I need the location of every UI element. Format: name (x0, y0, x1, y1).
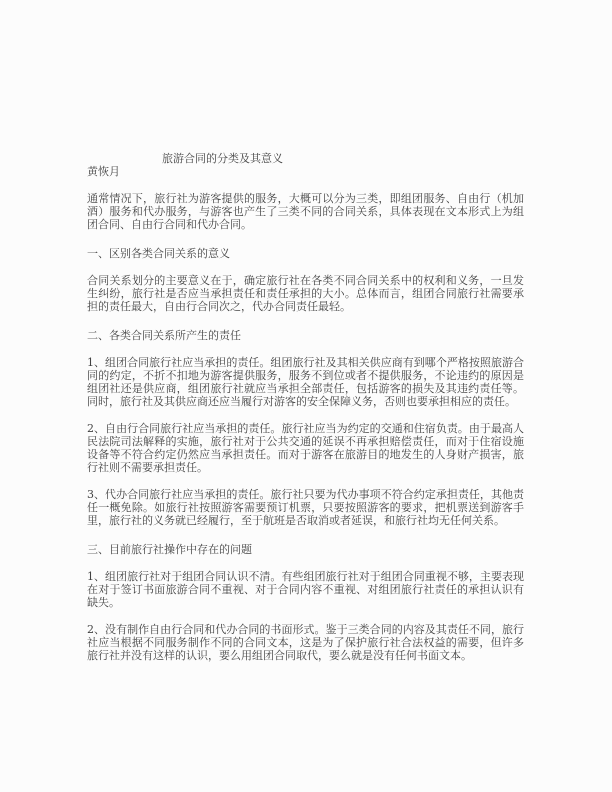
section-1-paragraph-1: 合同关系划分的主要意义在于，确定旅行社在各类不同合同关系中的权利和义务，一旦发生纠纷，旅行社是否应当承担责任和责任承担的大小。总体而言，组团合同旅行社需要承担的责任最大，自由行合同次之，代办合同责任最轻。 (87, 274, 524, 313)
intro-paragraph: 通常情况下，旅行社为游客提供的服务，大概可以分为三类，即组团服务、自由行（机加酒）服务和代办服务，与游客也产生了三类不同的合同关系，具体表现在文本形式上为组团合同、自由行合同和代办合同。 (87, 192, 524, 231)
section-2-heading: 二、各类合同关系所产生的责任 (87, 329, 241, 342)
author-name: 黄恢月 (87, 165, 120, 178)
section-2-paragraph-2: 2、自由行合同旅行社应当承担的责任。旅行社应当为约定的交通和住宿负责。由于最高人民法院司法解释的实施，旅行社对于公共交通的延误不再承担赔偿责任，而对于住宿设施设备等不符合约定仍然应当承担责任。而对于游客在旅游目的地发生的人身财产损害，旅行社则不需要承担责任。 (87, 422, 524, 474)
section-3-heading: 三、目前旅行社操作中存在的问题 (87, 543, 252, 556)
section-1-heading: 一、区别各类合同关系的意义 (87, 247, 230, 260)
section-3-paragraph-2: 2、没有制作自由行合同和代办合同的书面形式。鉴于三类合同的内容及其责任不同，旅行社应当根据不同服务制作不同的合同文本，这是为了保护旅行社合法权益的需要，但许多旅行社并没有这样的认识，要么用组团合同取代，要么就是没有任何书面文本。 (87, 623, 524, 662)
document-page (87, 152, 524, 662)
page-title: 旅游合同的分类及其意义 (162, 152, 283, 165)
section-2-paragraph-3: 3、代办合同旅行社应当承担的责任。旅行社只要为代办事项不符合约定承担责任，其他责任一概免除。如旅行社按照游客需要预订机票，只要按照游客的要求，把机票送到游客手里，旅行社的义务就已经履行，至于航班是否取消或者延误，和旅行社均无任何关系。 (87, 488, 524, 527)
section-2-paragraph-1: 1、组团合同旅行社应当承担的责任。组团旅行社及其相关供应商有到哪个严格按照旅游合同的约定，不折不扣地为游客提供服务，服务不到位或者不提供服务，不论违约的原因是组团社还是供应商，组团旅行社就应当承担全部责任，包括游客的损失及其违约责任等。同时，旅行社及其供应商还应当履行对游客的安全保障义务，否则也要承担相应的责任。 (87, 356, 524, 408)
section-3-paragraph-1: 1、组团旅行社对于组团合同认识不清。有些组团旅行社对于组团合同重视不够，主要表现在对于签订书面旅游合同不重视、对于合同内容不重视、对组团旅行社责任的承担认识有缺失。 (87, 570, 524, 609)
